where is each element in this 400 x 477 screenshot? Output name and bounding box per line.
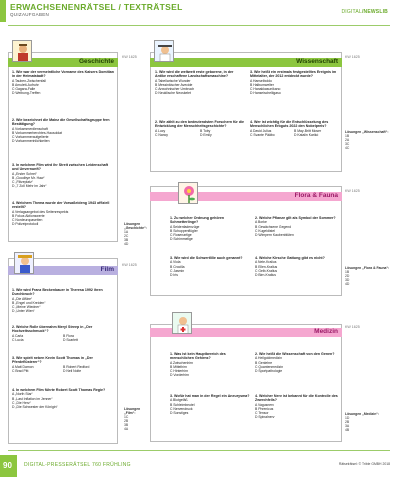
question-film-4 xyxy=(12,388,114,409)
answer-option: B Halbumwelter xyxy=(250,83,274,88)
question-wissenschaft-4 xyxy=(250,120,338,137)
answer-option: B Schleimbeutel xyxy=(170,402,195,407)
question-text: 3. Wie spielt neben Kevin Scott Thomas in „Der Pferdeflüsterer“? xyxy=(12,356,93,365)
answer-option: D Scarlett xyxy=(63,338,78,343)
answer-option: A Nele-Kralius xyxy=(255,260,277,265)
question-geschichte-1 xyxy=(12,70,114,96)
category-medizin: Medizin xyxy=(314,328,338,335)
answer-option: B „Engel und Kreiden“ xyxy=(12,301,46,306)
question-geschichte-4 xyxy=(12,201,114,227)
page-title: ERWACHSENENRÄTSEL / TEXTRÄTSEL xyxy=(10,2,183,12)
answer-option: D Neil Nolte xyxy=(63,369,82,374)
solution-item: 3D xyxy=(345,278,350,283)
cartoon-medizin-image xyxy=(172,312,192,334)
answer-option: B Gewächsene Gegend xyxy=(255,224,292,229)
answer-option: A Carla xyxy=(12,333,24,338)
answer-option: B Fokus Aktionswerte xyxy=(12,214,45,219)
answer-option: B „Goodbye Mr. Haw“ xyxy=(12,176,45,181)
cartoon-geschichte-image xyxy=(12,40,32,62)
question-medizin-4 xyxy=(255,394,339,420)
answer-option: B Amulett-Aufruhr xyxy=(12,83,39,88)
answer-option: C Svante Pääbo xyxy=(250,133,275,138)
answer-option: C Nervendruck xyxy=(170,406,193,411)
question-text: 4. Wer ist wichtig für die Entschlüsselung des Menschlichen Erbguts 2022 den Nobelpreis? xyxy=(250,120,329,129)
answer-option: D Neuklische Neoskelet xyxy=(155,91,191,96)
question-text: 1. Zu welcher Ordnung gehören Schmetterlinge? xyxy=(170,216,225,225)
header-tag-right: /NEWSLIB xyxy=(361,9,388,15)
answer-option: C Vorkammeraufgelierte xyxy=(12,135,49,140)
answer-option: D Polizeiprotokoll xyxy=(12,222,39,227)
answer-option: D Sportpathologie xyxy=(255,369,283,374)
question-flora-3 xyxy=(170,256,250,277)
solution-item: 3B xyxy=(124,238,129,243)
solution-item: 1B xyxy=(345,134,350,139)
answer-option: B Schuppenflügler xyxy=(170,229,198,234)
question-geschichte-2 xyxy=(12,118,114,144)
solutions-heading: Lösungen „Geschichte“: xyxy=(124,222,147,231)
footer-label: DIGITAL-PRESSERÄTSEL 760 FRÜHLING xyxy=(24,462,131,468)
question-wissenschaft-3 xyxy=(250,70,338,96)
answer-option: A Vorkammerdienschaft xyxy=(12,126,48,131)
solution-item: 3C xyxy=(345,142,350,147)
question-film-2 xyxy=(12,325,114,342)
answer-option: C Hanakkasunikano xyxy=(250,87,281,92)
solutions-film xyxy=(124,407,150,432)
answer-option: A Seidenfadenzüge xyxy=(170,224,200,229)
answer-option: C Kugeldistel xyxy=(255,228,275,233)
solution-item: 3B xyxy=(124,423,129,428)
question-flora-1 xyxy=(170,216,250,242)
answer-option: A Hanseiboldo xyxy=(250,78,272,83)
answer-option: B May-Britt Moser xyxy=(294,128,322,133)
header-tag xyxy=(341,9,388,15)
answer-option: C Nancy xyxy=(155,133,169,138)
page-number: 90 xyxy=(0,455,17,477)
solution-item: 1C xyxy=(124,415,129,420)
solution-item: 4B xyxy=(345,428,350,433)
cartoon-film-image xyxy=(14,252,34,274)
answer-option: C „Flitzeplatz“ xyxy=(12,180,33,185)
question-text: 2. Wie heißt die Wissenschaft von den Genen? xyxy=(255,352,335,356)
question-flora-2 xyxy=(255,216,339,237)
question-flora-4 xyxy=(255,256,339,277)
card-film xyxy=(8,258,118,444)
solution-item: 1B xyxy=(345,270,350,275)
question-medizin-2 xyxy=(255,352,339,373)
answer-option: A Lucy xyxy=(155,128,166,133)
question-text: 3. Wie wird die Schwertlilie auch genannt? xyxy=(170,256,243,260)
answer-option: D Vorkammerinlichkeiten xyxy=(12,139,50,144)
answer-option: B Toby xyxy=(200,128,211,133)
question-text: 3. Wofür hat man in der Regel ein Aneurysma? xyxy=(170,394,250,398)
answer-option: C Anwohnischer Umbruch xyxy=(155,87,195,92)
answer-option: B Messinkischer Avecide xyxy=(155,83,193,88)
cartoon-wissenschaft-image xyxy=(154,40,174,62)
solution-item: 1A xyxy=(124,230,129,235)
question-text: 4. Welche Kirsche Gattung gibt es nicht? xyxy=(255,256,325,260)
answer-option: A Tauben-Zwischenfall xyxy=(12,78,46,83)
card-number-wissenschaft: KW 1625 xyxy=(345,55,360,59)
answer-option: A „Die Affäre“ xyxy=(12,296,33,301)
solution-item: 2C xyxy=(124,234,129,239)
solution-item: 2D xyxy=(345,274,350,279)
question-film-3 xyxy=(12,356,114,373)
answer-option: A Verlagsangebot des Seitenrespekts xyxy=(12,209,69,214)
answer-option: D Vorderhirn xyxy=(170,373,190,378)
card-number-medizin: KW 1625 xyxy=(345,325,360,329)
answer-option: C „Die Herz“ xyxy=(12,400,31,405)
question-film-1 xyxy=(12,288,114,314)
question-geschichte-3 xyxy=(12,163,114,189)
question-text: 4. In welchem Film führte Robert Scott Thomas Regie? xyxy=(12,388,106,392)
card-number-film: KW 1625 xyxy=(122,263,137,267)
answer-option: B Vorkammerberchtes-Hausoldat xyxy=(12,131,62,136)
answer-option: B Phrenicus xyxy=(255,407,274,412)
answer-option: A Viola xyxy=(170,260,181,265)
question-text: 2. Welche Rolle übernahm Meryl Streep in „Der Hochzeitsschmuck“? xyxy=(12,325,93,334)
solution-item: 2B xyxy=(345,420,350,425)
solutions-geschichte xyxy=(124,222,152,247)
answer-option: D Schimmelige xyxy=(170,237,193,242)
header-divider xyxy=(8,25,390,26)
answer-option: A Blutgefäß xyxy=(170,398,188,403)
solutions-flora xyxy=(345,266,390,286)
answer-option: D „Unter Wien“ xyxy=(12,309,35,314)
answer-option: A „North Star“ xyxy=(12,392,33,397)
answer-option: D Iris xyxy=(170,273,178,278)
question-text: 2. Welche Pflanze gilt als Symbol der Sommer? xyxy=(255,216,336,220)
answer-option: C Nordeuropaseiten xyxy=(12,218,43,223)
answer-option: A David Julius xyxy=(250,128,272,133)
question-text: 1. Wie wird die weltweit erste geborene, in der Antike erschaffene Landschaftsmaschine? xyxy=(155,70,234,79)
answer-option: D Weibung-Treffen xyxy=(12,91,41,96)
answer-option: A Tabellarische Wunder xyxy=(155,78,191,83)
solution-item: 4D xyxy=(345,282,350,287)
solutions-heading: Lösungen „Wissenschaft“: xyxy=(345,130,389,134)
category-wissenschaft: Wissenschaft xyxy=(296,58,338,65)
card-number-geschichte: KW 1625 xyxy=(122,55,137,59)
answer-option: D Hanseischeliigaso xyxy=(250,91,281,96)
answer-option: C Quantenmedizin xyxy=(255,364,284,369)
answer-option: C Tensor xyxy=(255,411,269,416)
solution-item: 2A xyxy=(345,138,350,143)
answer-option: D „Die Schwester der Königin“ xyxy=(12,405,58,410)
question-text: 3. Wie heißt ein erstmals festgestelltes Ereignis im Mittelalter, der 2012 entdeckt wurde? xyxy=(250,70,337,79)
question-text: 2. Wie bezeichnet die Mainz die Gesellschaftsgruppe fern Bestätigung? xyxy=(12,118,110,127)
answer-option: C Brad Pitt xyxy=(12,369,29,374)
page-footer xyxy=(0,455,400,477)
card-number-flora: KW 1625 xyxy=(345,189,360,193)
answer-option: D Wimpern Kaubenblüten xyxy=(255,233,294,238)
solution-item: 1D xyxy=(345,416,350,421)
answer-option: D Spinalnerv xyxy=(255,415,275,420)
answer-option: D Katalin Karikó xyxy=(294,133,319,138)
solution-item: 3A xyxy=(345,424,350,429)
solutions-heading: Lösungen „Medizin“: xyxy=(345,412,380,416)
solutions-wissenschaft xyxy=(345,130,390,150)
question-medizin-1 xyxy=(170,352,250,378)
answer-option: A „Erster Schrei“ xyxy=(12,171,37,176)
answer-option: A Vagusnerv xyxy=(255,402,274,407)
question-text: 3. In welchem Film wird ihr Streit zwischen Leidenschaft und Unvernunft? xyxy=(12,163,109,172)
answer-option: B Crocilla xyxy=(170,264,185,269)
question-text: 1. Wie wird Franz Beckenbauer in Theresa 1992 ihren Durchbruch? xyxy=(12,288,103,297)
answer-option: D Sonstiges xyxy=(170,411,189,416)
solution-item: 4A xyxy=(124,427,129,432)
answer-option: A Borke xyxy=(255,220,267,225)
question-text: 1. Wie war der vermeintliche Vorname des Kaisers Domitian in der Heimatstadt? xyxy=(12,70,114,79)
solution-item: 2B xyxy=(124,419,129,424)
cartoon-flora-image xyxy=(178,182,198,204)
solution-item: 4C xyxy=(345,146,350,151)
answer-option: B Genlehre xyxy=(255,360,273,365)
answer-option: C Gelb-Kralius xyxy=(255,268,278,273)
answer-option: C Gagara-Falle xyxy=(12,87,36,92)
question-wissenschaft-1 xyxy=(155,70,245,96)
answer-option: D „7 Zoll Mehr im Jahr“ xyxy=(12,184,47,189)
solutions-medizin xyxy=(345,412,390,432)
answer-option: C Hinterhirn xyxy=(170,369,189,374)
category-film: Film xyxy=(100,266,114,273)
page-header xyxy=(0,0,400,22)
footer-credit: Rätselrätsel: © Trible GMBH 2018 xyxy=(338,462,390,466)
answer-option: A Zwischenhirn xyxy=(170,360,193,365)
question-wissenschaft-2 xyxy=(155,120,245,137)
answer-option: D Birn-Kralius xyxy=(255,273,276,278)
question-text: 4. Welchem Thema wurde der Vorsaßeideng 1943 offiziell erstellt? xyxy=(12,201,110,210)
answer-option: B Mittelhirn xyxy=(170,365,187,370)
answer-option: C „Meine Wiedner“ xyxy=(12,305,41,310)
solutions-heading: Lösungen „Film“: xyxy=(124,407,141,416)
answer-option: B Ellen-Kralius xyxy=(255,264,278,269)
header-accent xyxy=(0,0,6,22)
header-tag-left: DIGITAL xyxy=(341,9,362,15)
category-geschichte: Geschichte xyxy=(78,58,114,65)
answer-option: B Flora xyxy=(63,333,74,338)
question-text: 4. Welcher Nerv ist bekannt für die Kontrolle des Zwerchfells? xyxy=(255,394,338,403)
answer-option: C Lucia xyxy=(12,338,24,343)
question-text: 1. Was ist kein Hauptbereich des menschlichen Gehirns? xyxy=(170,352,226,361)
answer-option: B Robert Redford xyxy=(63,364,90,369)
answer-option: C Rosenartige xyxy=(170,233,192,238)
question-medizin-3 xyxy=(170,394,250,415)
answer-option: A Matt Damon xyxy=(12,364,34,369)
band-wissenschaft xyxy=(150,58,342,67)
answer-option: B „Last Inflation im Jenner“ xyxy=(12,396,53,401)
answer-option: D Emily xyxy=(200,133,212,138)
solutions-heading: Lösungen „Flora & Fauna“: xyxy=(345,266,390,270)
category-flora: Flora & Fauna xyxy=(294,192,338,199)
footer-divider xyxy=(8,450,390,451)
answer-option: A Heilgoldmedizin xyxy=(255,356,282,361)
question-text: 2. Wie zählt zu den bedeutendsten Forschern für die Entwicklung der Menschheitsgeschichte? xyxy=(155,120,245,129)
answer-option: C Jasmin xyxy=(170,268,185,273)
solution-item: 4D xyxy=(124,242,129,247)
card-medizin xyxy=(150,324,342,442)
page-subtitle: QUIZAUFGABEN xyxy=(10,12,50,17)
